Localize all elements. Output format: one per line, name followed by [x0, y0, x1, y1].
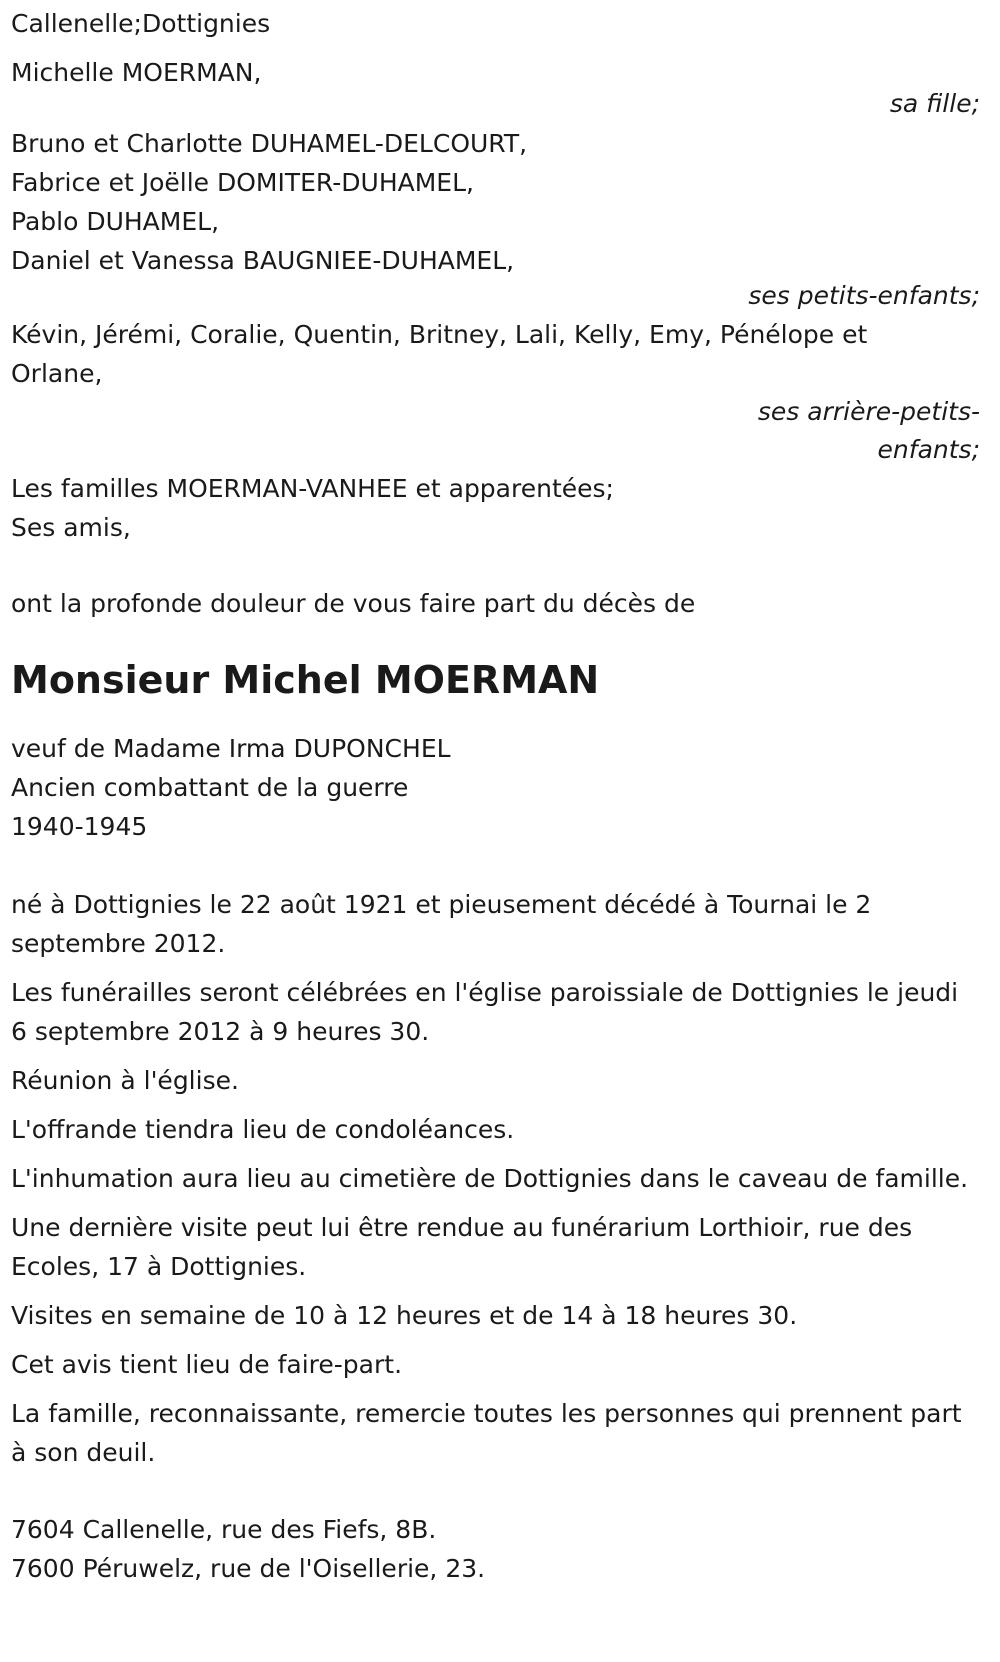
paragraph-notice: Cet avis tient lieu de faire-part. — [11, 1350, 403, 1379]
grandchild-line-3: Pablo DUHAMEL, — [11, 207, 220, 236]
detail-widow: veuf de Madame Irma DUPONCHEL — [11, 734, 451, 763]
announcement-intro: ont la profonde douleur de vous faire part du décès de — [11, 589, 696, 618]
locations-header: Callenelle;Dottignies — [11, 9, 271, 38]
paragraph-thanks: La famille, reconnaissante, remercie toutes les personnes qui prennent part à son deuil. — [11, 1399, 962, 1467]
paragraph-visit: Une dernière visite peut lui être rendue au funérarium Lorthioir, rue des Ecoles, 17 à Dottignies. — [11, 1213, 913, 1281]
great-grandchildren-role-2: enfants; — [877, 435, 980, 464]
daughter-role: sa fille; — [889, 89, 980, 118]
paragraph-birth-death: né à Dottignies le 22 août 1921 et pieusement décédé à Tournai le 2 septembre 2012. — [11, 890, 872, 958]
great-grandchildren-line-2: Orlane, — [11, 359, 103, 388]
friends-line: Ses amis, — [11, 513, 131, 542]
grandchild-line-4: Daniel et Vanessa BAUGNIEE-DUHAMEL, — [11, 246, 515, 275]
paragraph-meeting: Réunion à l'église. — [11, 1066, 239, 1095]
grandchild-line-2: Fabrice et Joëlle DOMITER-DUHAMEL, — [11, 168, 474, 197]
grandchild-line-1: Bruno et Charlotte DUHAMEL-DELCOURT, — [11, 129, 528, 158]
daughter-name: Michelle MOERMAN, — [11, 58, 262, 87]
families-line: Les familles MOERMAN-VANHEE et apparentées; — [11, 474, 614, 503]
deceased-name: Monsieur Michel MOERMAN — [11, 658, 600, 702]
great-grandchildren-line-1: Kévin, Jérémi, Coralie, Quentin, Britney, Lali, Kelly, Emy, Pénélope et — [11, 320, 868, 349]
detail-veteran: Ancien combattant de la guerre — [11, 773, 409, 802]
paragraph-burial: L'inhumation aura lieu au cimetière de Dottignies dans le caveau de famille. — [11, 1164, 969, 1193]
detail-years: 1940-1945 — [11, 812, 148, 841]
paragraph-funeral: Les funérailles seront célébrées en l'église paroissiale de Dottignies le jeudi 6 septembre 2012 à 9 heures 30. — [11, 978, 959, 1046]
paragraph-offering: L'offrande tiendra lieu de condoléances. — [11, 1115, 515, 1144]
address-callenelle: 7604 Callenelle, rue des Fiefs, 8B. — [11, 1515, 437, 1544]
great-grandchildren-role-1: ses arrière-petits- — [757, 397, 980, 426]
paragraph-visit-hours: Visites en semaine de 10 à 12 heures et de 14 à 18 heures 30. — [11, 1301, 798, 1330]
address-peruwelz: 7600 Péruwelz, rue de l'Oisellerie, 23. — [11, 1554, 486, 1583]
grandchildren-role: ses petits-enfants; — [748, 281, 980, 310]
